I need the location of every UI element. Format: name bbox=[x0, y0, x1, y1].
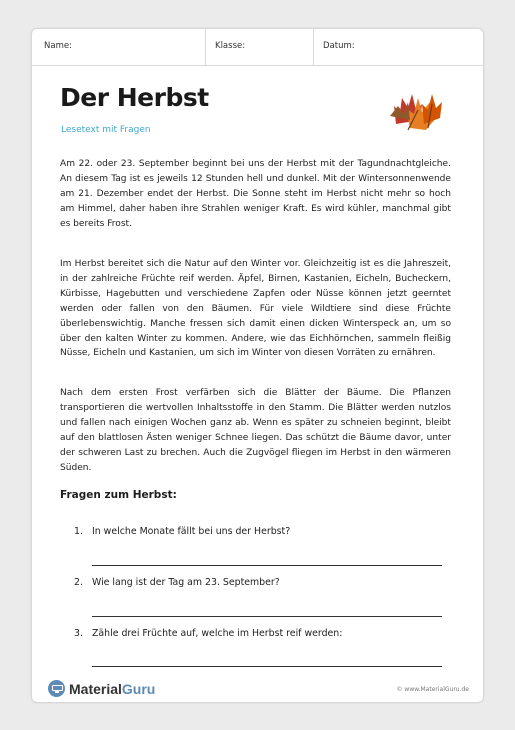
questions-heading: Fragen zum Herbst: bbox=[60, 489, 177, 501]
logo-wordmark bbox=[69, 681, 155, 697]
logo-part-1: Material bbox=[69, 680, 122, 697]
text-line: Im Herbst bereitet sich die Natur auf den Winter vor. Gleichzeitig ist es die Jahreszeit, bbox=[60, 259, 451, 269]
text-line: die wertvollen Inhaltsstoffe in den Stamm. Die Blätter werden nutzlos und fallen nach bbox=[60, 402, 451, 428]
worksheet bbox=[31, 28, 484, 703]
text-line: in der zahlreiche Früchte reif werden. Äpfel, Birnen, Kastanien, Eicheln, Bucheckern, bbox=[60, 273, 451, 284]
page-title: Der Herbst bbox=[60, 83, 209, 112]
date-label: Datum: bbox=[323, 41, 355, 51]
question-text: In welche Monate fällt bei uns der Herbst? bbox=[92, 526, 291, 537]
header-divider bbox=[205, 29, 206, 65]
text-line: einigen Wochen ganz ab. Wenn es später zu schneien beginnt, bleibt auf den blattlosen bbox=[60, 417, 451, 443]
footer bbox=[32, 677, 483, 702]
subtitle: Lesetext mit Fragen bbox=[61, 125, 151, 135]
text-line: zu kommen. Andere, wie das Eichhörnchen, sammeln fleißig Nüsse, Eicheln und bbox=[60, 333, 451, 359]
logo-part-2: Guru bbox=[121, 680, 156, 697]
autumn-leaves-icon bbox=[388, 84, 444, 134]
name-label: Name: bbox=[44, 41, 72, 51]
text-line: oder fallen von den Bäumen. Für viele Wildtiere sind diese Früchte überlebenswichtig. bbox=[60, 303, 451, 329]
text-line: brechen. Auch die Zugvögel fliegen im Herbst in den wärmeren Süden. bbox=[60, 447, 451, 473]
paragraph-1 bbox=[60, 157, 451, 232]
question-text: Zähle drei Früchte auf, welche im Herbst reif werden: bbox=[92, 628, 343, 639]
class-label: Klasse: bbox=[215, 41, 246, 51]
header-divider bbox=[313, 29, 314, 65]
text-line: Am 22. oder 23. September beginnt bei uns der Herbst mit der Tagundnachtgleiche. An bbox=[60, 159, 451, 184]
question-number: 3. bbox=[74, 628, 83, 639]
paragraph-3 bbox=[60, 386, 451, 475]
text-line: Ästen weniger Schnee liegen. Das schützt die Bäume davor, unter der schweren Last zu bbox=[60, 432, 451, 458]
text-line: diesem Tag ist es jeweils 12 Stunden hell und dunkel. Mit der Wintersonnenwende am bbox=[60, 173, 451, 199]
brand-logo bbox=[48, 680, 155, 697]
text-line: bereits Frost. bbox=[73, 218, 132, 229]
question-number: 2. bbox=[74, 577, 83, 588]
header-fields bbox=[32, 29, 483, 66]
text-line: Kastanien, um sich im Winter von diesen Vorräten zu ernähren. bbox=[148, 348, 436, 359]
text-line: Nach dem ersten Frost verfärben sich die Blätter der Bäume. Die Pflanzen transportieren bbox=[60, 388, 451, 413]
text-line: Kürbisse, Hagebutten und verschiedene Zapfen oder Nüsse können jetzt geerntet werden bbox=[60, 288, 451, 314]
answer-line[interactable] bbox=[92, 616, 442, 617]
materialguru-logo-icon bbox=[48, 680, 65, 697]
text-line: Himmel, daher haben ihre Strahlen weniger Kraft. Es wird kühler, manchmal gibt es bbox=[60, 203, 451, 229]
question-number: 1. bbox=[74, 526, 83, 537]
website-credit: © www.MaterialGuru.de bbox=[396, 686, 469, 693]
paragraph-2 bbox=[60, 257, 451, 361]
question-text: Wie lang ist der Tag am 23. September? bbox=[92, 577, 280, 588]
text-line: 21. Dezember endet der Herbst. Die Sonne steht im Herbst nicht mehr so hoch am bbox=[60, 188, 451, 214]
answer-line[interactable] bbox=[92, 666, 442, 667]
text-line: Manche fressen sich damit einen dicken Winterspeck an, um so über den kalten Winter bbox=[60, 318, 451, 344]
answer-line[interactable] bbox=[92, 565, 442, 566]
